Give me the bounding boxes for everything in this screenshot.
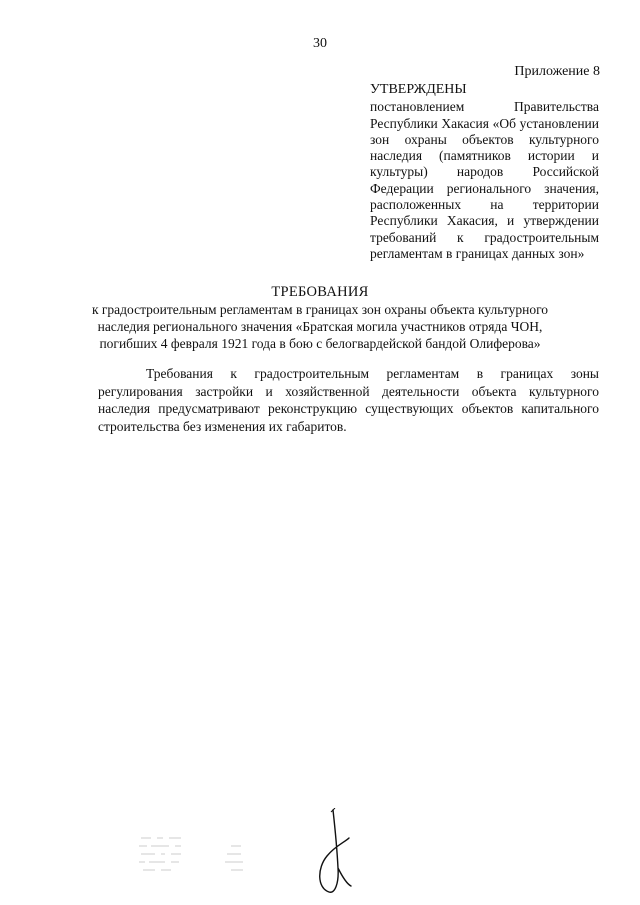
page-number: 30 (313, 36, 327, 51)
approval-body: постановлением Правительства Республики Хакасия «Об установлении зон охраны объектов культурного наследия (памятников истории и культуры) народов Российской Федерации регионального значения, расположенных на территории Республики Хакасия, и утверждении требований к градостроительным регламентам в границах данных зон» (370, 99, 599, 261)
requirements-subtitle: к градостроительным регламентам в границах зон охраны объекта культурного наследия регионального значения «Братская могила участников отряда ЧОН, погибших 4 февраля 1921 года в бою с белогвардейской бандой Олиферова» (91, 302, 549, 351)
approval-title: УТВЕРЖДЕНЫ (370, 82, 467, 97)
approval-block (370, 82, 599, 262)
appendix-label: Приложение 8 (514, 64, 600, 79)
requirements-body: Требования к градостроительным регламентам в границах зоны регулирования застройки и хозяйственной деятельности объекта культурного наследия предусматривают реконструкцию существующих объектов капитального строительства без изменения их габаритов. (98, 366, 599, 434)
signature-image (305, 808, 365, 903)
faint-stamp-image (135, 832, 255, 882)
requirements-title: ТРЕБОВАНИЯ (271, 284, 369, 300)
